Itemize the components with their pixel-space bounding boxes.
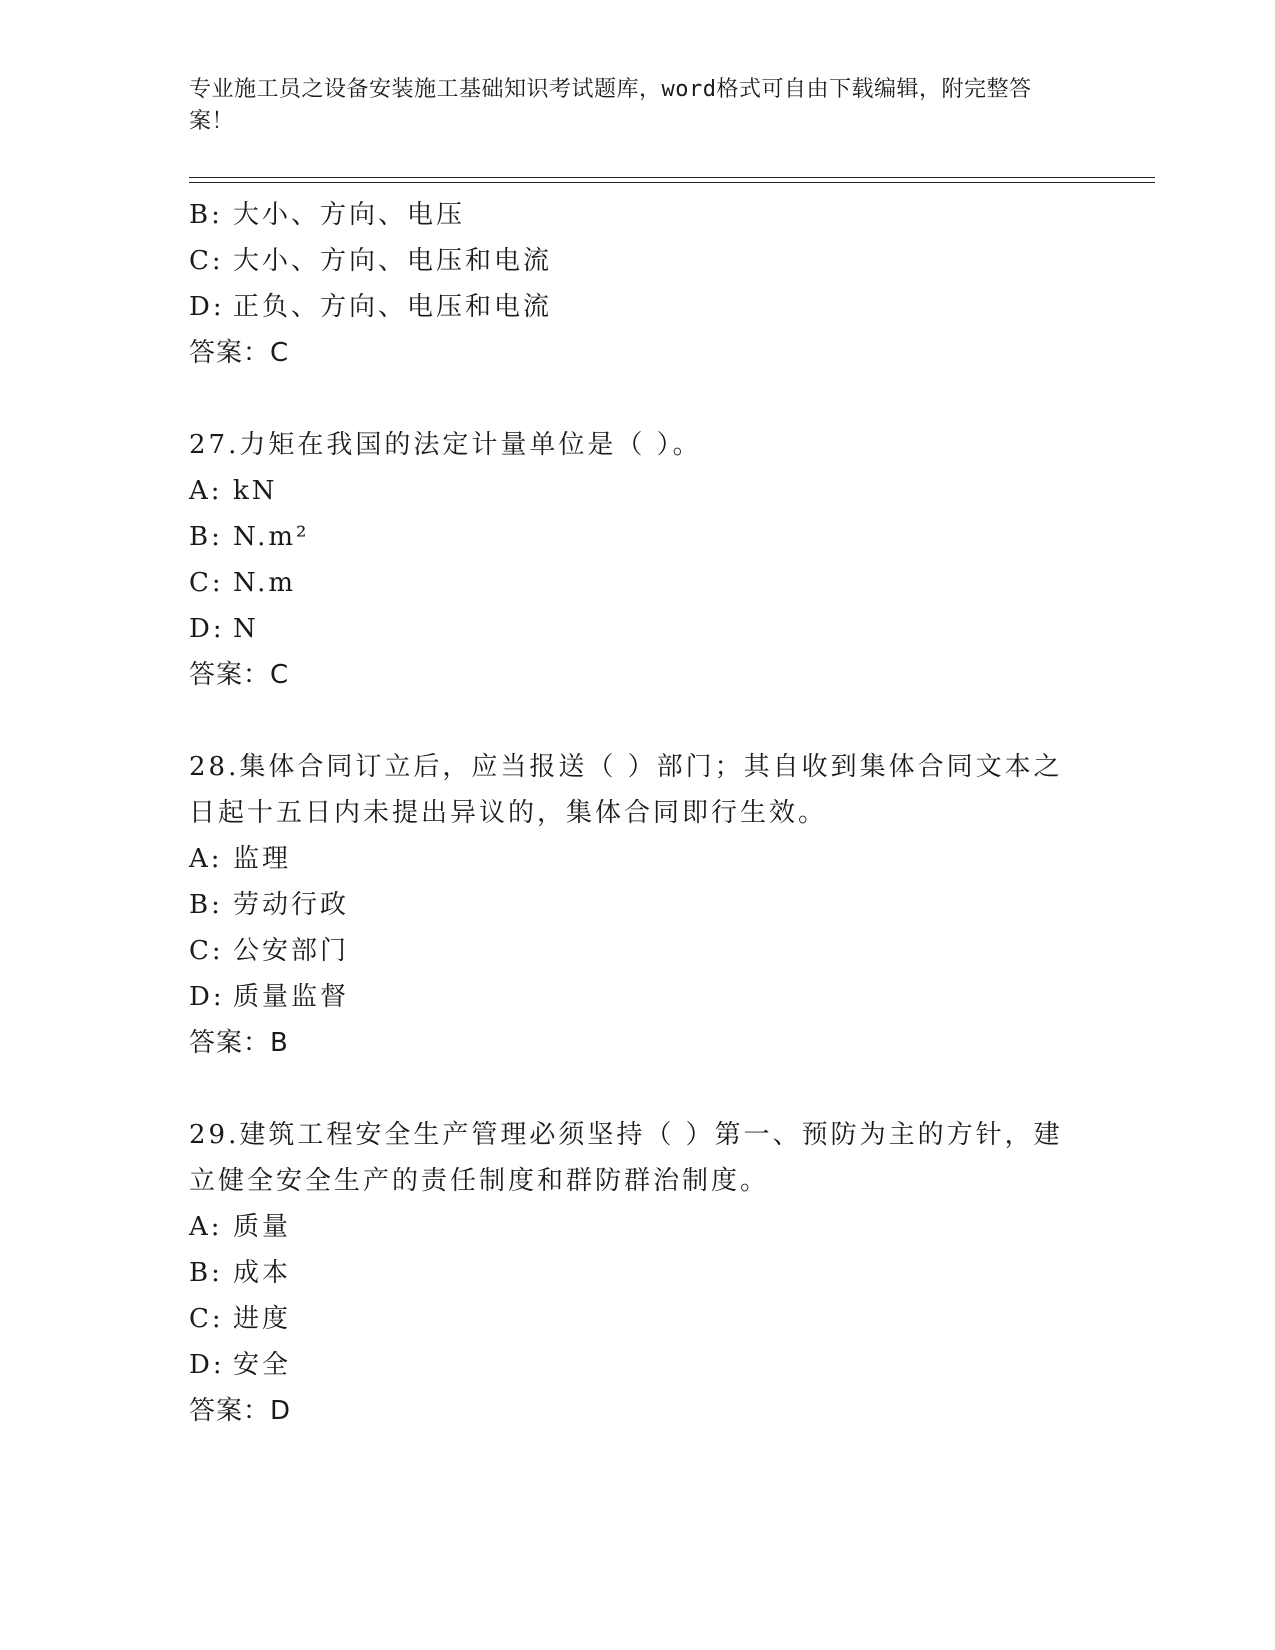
option-a	[189, 1204, 1089, 1250]
option-d	[189, 1342, 1089, 1388]
option-key: A:	[189, 844, 223, 874]
option-key: D:	[189, 292, 225, 322]
option-text: 成本	[233, 1258, 292, 1288]
header-divider-bottom	[189, 182, 1155, 183]
option-text: N.m	[233, 568, 297, 598]
question-stem: 28.集体合同订立后，应当报送（ ）部门；其自收到集体合同文本之日起十五日内未提出异议的，集体合同即行生效。	[189, 752, 1063, 828]
question-stem: 29.建筑工程安全生产管理必须坚持（ ）第一、预防为主的方针，建立健全安全生产的责任制度和群防群治制度。	[189, 1120, 1063, 1196]
option-key: B:	[189, 200, 223, 230]
option-key: D:	[189, 1350, 225, 1380]
option-text: 大小、方向、电压	[233, 200, 466, 230]
option-a	[189, 468, 1089, 514]
spacer	[189, 1066, 1089, 1112]
option-c	[189, 238, 1089, 284]
option-b	[189, 1250, 1089, 1296]
option-text: N	[233, 614, 259, 644]
answer: 答案：C	[189, 338, 290, 368]
option-key: C:	[189, 568, 224, 598]
option-text: 安全	[233, 1350, 292, 1380]
question-content	[189, 192, 1089, 1434]
option-c	[189, 928, 1089, 974]
option-key: C:	[189, 246, 224, 276]
option-b	[189, 882, 1089, 928]
option-c	[189, 560, 1089, 606]
option-key: D:	[189, 614, 225, 644]
question-continued	[189, 192, 1089, 376]
option-text: 监理	[233, 844, 292, 874]
option-key: A:	[189, 476, 223, 506]
spacer	[189, 376, 1089, 422]
option-text: 大小、方向、电压和电流	[233, 246, 553, 276]
option-text: 进度	[233, 1304, 292, 1334]
option-text: 劳动行政	[233, 890, 350, 920]
option-text: 质量	[233, 1212, 292, 1242]
option-d	[189, 974, 1089, 1020]
header-divider-top	[189, 177, 1155, 178]
option-text: 质量监督	[233, 982, 350, 1012]
option-key: D:	[189, 982, 225, 1012]
spacer	[189, 698, 1089, 744]
document-header: 专业施工员之设备安装施工基础知识考试题库，word格式可自由下载编辑，附完整答案！	[189, 77, 1032, 134]
option-text: 正负、方向、电压和电流	[233, 292, 553, 322]
option-key: B:	[189, 522, 223, 552]
option-key: C:	[189, 1304, 224, 1334]
option-c	[189, 1296, 1089, 1342]
option-b	[189, 192, 1089, 238]
answer: 答案：D	[189, 1396, 292, 1426]
option-key: B:	[189, 1258, 223, 1288]
option-text: N.m²	[233, 522, 310, 552]
option-key: B:	[189, 890, 223, 920]
option-a	[189, 836, 1089, 882]
question-28	[189, 744, 1089, 1066]
answer: 答案：C	[189, 660, 290, 690]
option-d	[189, 606, 1089, 652]
answer: 答案：B	[189, 1028, 289, 1058]
question-stem: 27.力矩在我国的法定计量单位是（ ）。	[189, 430, 702, 460]
option-text: kN	[233, 476, 278, 506]
option-d	[189, 284, 1089, 330]
option-b	[189, 514, 1089, 560]
option-key: C:	[189, 936, 224, 966]
option-text: 公安部门	[233, 936, 350, 966]
question-27	[189, 422, 1089, 698]
option-key: A:	[189, 1212, 223, 1242]
question-29	[189, 1112, 1089, 1434]
